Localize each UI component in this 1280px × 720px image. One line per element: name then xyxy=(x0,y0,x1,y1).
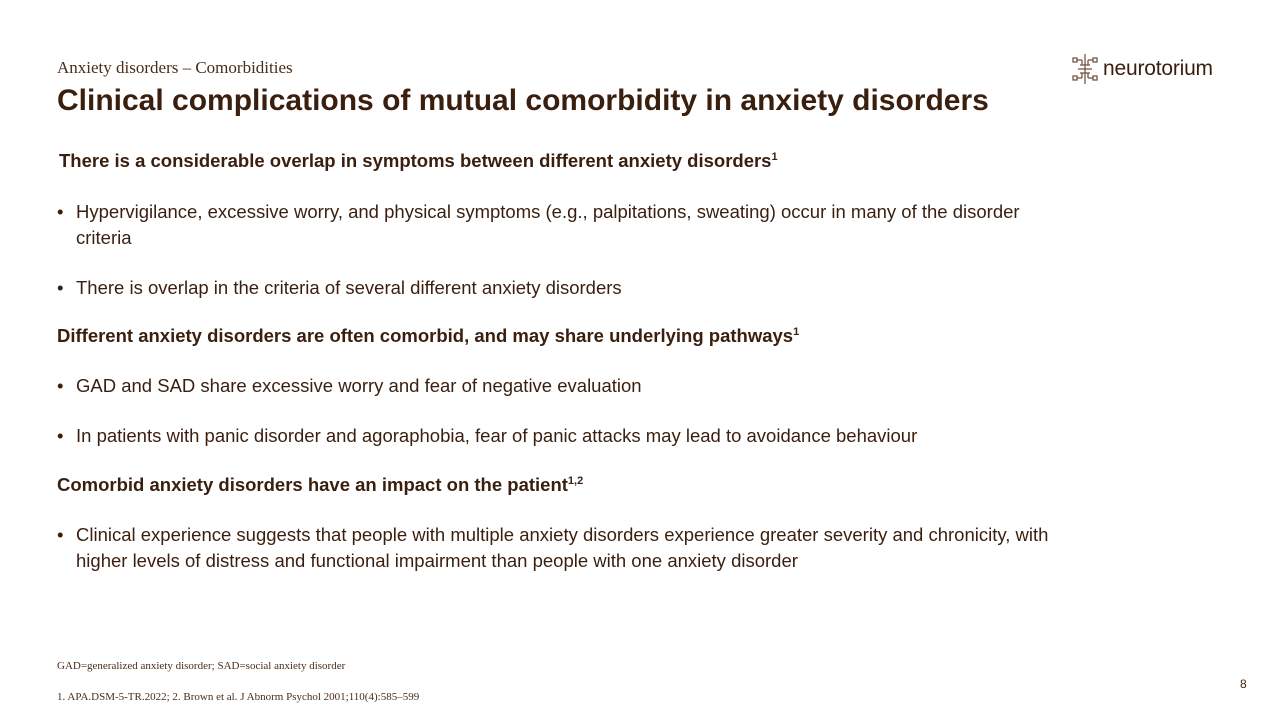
section-heading-2: Different anxiety disorders are often comorbid, and may share underlying pathways$^1$ xyxy=(57,325,800,346)
bullet-item xyxy=(57,522,1067,574)
reference-marker: 1,2 xyxy=(567,475,584,487)
bullet-item xyxy=(57,373,1067,399)
reference-marker: 1 xyxy=(771,151,778,163)
bullet-text: In patients with panic disorder and agoraphobia, fear of panic attacks may lead to avoidance behaviour xyxy=(76,425,918,446)
section-kicker: Anxiety disorders – Comorbidities xyxy=(57,58,293,77)
bullet-dot: • xyxy=(57,524,64,545)
bullet-text: GAD and SAD share excessive worry and fear of negative evaluation xyxy=(76,375,642,396)
reference-marker: 1 xyxy=(793,326,800,338)
neurotorium-logo-icon xyxy=(1072,53,1098,85)
bullet-dot: • xyxy=(57,277,64,298)
page-number: 8 xyxy=(1240,677,1247,691)
logo-text: neurotorium xyxy=(1103,57,1213,80)
abbreviations-footnote: GAD=generalized anxiety disorder; SAD=social anxiety disorder xyxy=(57,660,346,672)
bullet-text: There is overlap in the criteria of several different anxiety disorders xyxy=(76,277,622,298)
bullet-item xyxy=(57,199,1067,251)
bullet-dot: • xyxy=(57,375,64,396)
section-heading-3: Comorbid anxiety disorders have an impact on the patient$^{1,2}$ xyxy=(57,474,584,495)
references-footnote: 1. APA.DSM-5-TR.2022; 2. Brown et al. J Abnorm Psychol 2001;110(4):585–599 xyxy=(57,691,420,703)
neurotorium-logo xyxy=(1072,53,1213,85)
bullet-text: Hypervigilance, excessive worry, and physical symptoms (e.g., palpitations, sweating) occur in many of the disorder criteria xyxy=(76,201,1020,248)
bullet-item xyxy=(57,423,1067,449)
section-heading-1: There is a considerable overlap in symptoms between different anxiety disorders$^1$ xyxy=(59,150,778,171)
bullet-text: Clinical experience suggests that people with multiple anxiety disorders experience greater severity and chronicity, with higher levels of distress and functional impairment than people with one anxiety disorder xyxy=(76,524,1049,571)
slide-title: Clinical complications of mutual comorbidity in anxiety disorders xyxy=(57,84,989,117)
bullet-item xyxy=(57,275,1067,301)
bullet-dot: • xyxy=(57,425,64,446)
bullet-dot: • xyxy=(57,201,64,222)
